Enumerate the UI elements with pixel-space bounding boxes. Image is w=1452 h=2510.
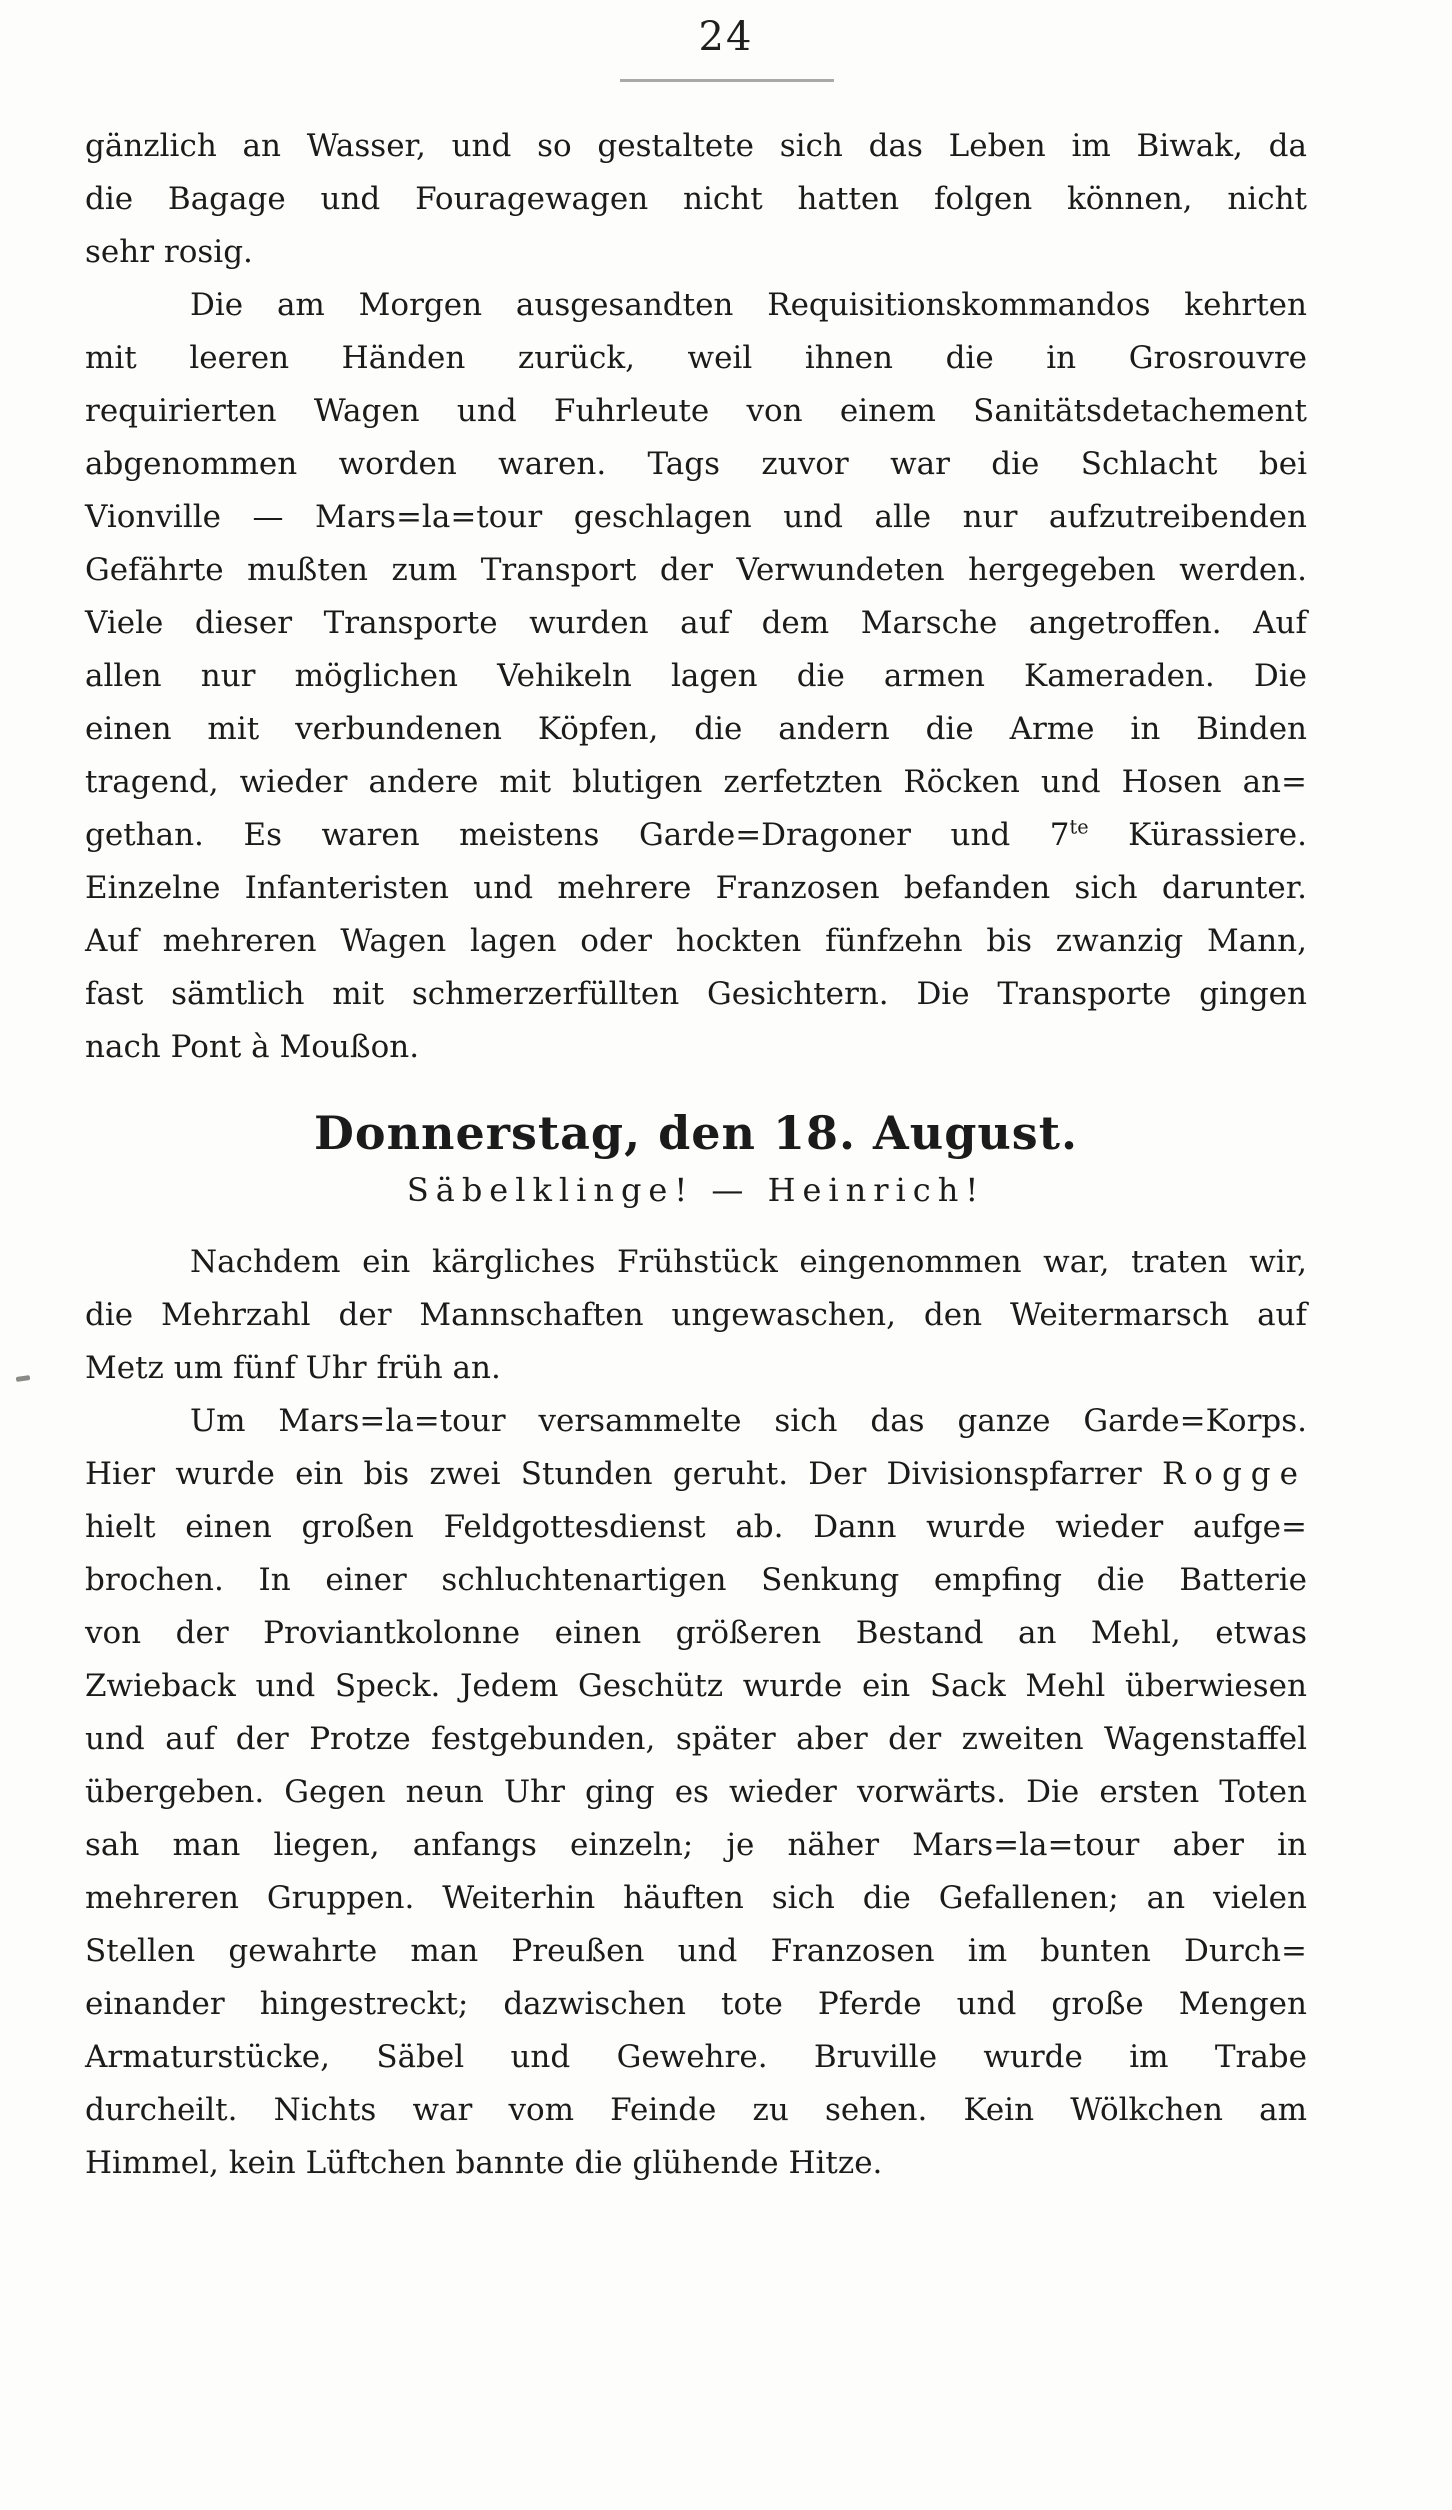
text-line: Hier wurde ein bis zwei Stunden geruht. Der Divisionspfarrer Rogge: [85, 1456, 1307, 1492]
text-line: durcheilt. Nichts war vom Feinde zu sehen. Kein Wölkchen am: [85, 2092, 1307, 2128]
text-line: gänzlich an Wasser, und so gestaltete sich das Leben im Biwak, da: [85, 128, 1307, 164]
text-line: brochen. In einer schluchtenartigen Senkung empfing die Batterie: [85, 1562, 1307, 1598]
text-line: sehr rosig.: [85, 234, 253, 270]
text-line: requirierten Wagen und Fuhrleute von einem Sanitätsdetachement: [85, 393, 1307, 429]
page-number: 24: [698, 14, 754, 60]
text-block-top: [85, 120, 1307, 1074]
section-subheading: Säbelklinge! — Heinrich!: [406, 1171, 986, 1209]
text-line: Himmel, kein Lüftchen bannte die glühende Hitze.: [85, 2145, 883, 2181]
text-line: tragend, wieder andere mit blutigen zerfetzten Röcken und Hosen an=: [85, 764, 1307, 800]
text-line: Einzelne Infanteristen und mehrere Franzosen befanden sich darunter.: [85, 870, 1307, 906]
section-heading: Donnerstag, den 18. August.: [314, 1106, 1078, 1160]
text-line: Vionville — Mars=la=tour geschlagen und alle nur aufzutreibenden: [85, 499, 1307, 535]
margin-artifact-mark: [16, 1375, 31, 1382]
letterspaced-name: Rogge: [1161, 1456, 1307, 1492]
text-line: fast sämtlich mit schmerzerfüllten Gesichtern. Die Transporte gingen: [85, 976, 1307, 1012]
header-rule: [620, 79, 834, 82]
text-line: und auf der Protze festgebunden, später aber der zweiten Wagenstaffel: [85, 1721, 1307, 1757]
text-line: einen mit verbundenen Köpfen, die andern die Arme in Binden: [85, 711, 1307, 747]
text-line: sah man liegen, anfangs einzeln; je näher Mars=la=tour aber in: [85, 1827, 1307, 1863]
text-line: Armaturstücke, Säbel und Gewehre. Bruville wurde im Trabe: [85, 2039, 1307, 2075]
text-line: Stellen gewahrte man Preußen und Franzosen im bunten Durch=: [85, 1933, 1307, 1969]
text-line: Metz um fünf Uhr früh an.: [85, 1350, 501, 1386]
text-line: hielt einen großen Feldgottesdienst ab. Dann wurde wieder aufge=: [85, 1509, 1307, 1545]
text-line: Nachdem ein kärgliches Frühstück eingenommen war, traten wir,: [190, 1244, 1307, 1280]
page-body: [85, 120, 1307, 2190]
text-line: Zwieback und Speck. Jedem Geschütz wurde ein Sack Mehl überwiesen: [85, 1668, 1307, 1704]
text-line: Gefährte mußten zum Transport der Verwundeten hergegeben werden.: [85, 552, 1307, 588]
text-line: Viele dieser Transporte wurden auf dem Marsche angetroffen. Auf: [85, 605, 1307, 641]
text-line: die Mehrzahl der Mannschaften ungewaschen, den Weitermarsch auf: [85, 1297, 1307, 1333]
text-line: Die am Morgen ausgesandten Requisitionskommandos kehrten: [190, 287, 1307, 323]
text-line: einander hingestreckt; dazwischen tote Pferde und große Mengen: [85, 1986, 1307, 2022]
text-line: die Bagage und Fouragewagen nicht hatten folgen können, nicht: [85, 181, 1307, 217]
text-block-bottom: [85, 1236, 1307, 2190]
text-line: übergeben. Gegen neun Uhr ging es wieder vorwärts. Die ersten Toten: [85, 1774, 1307, 1810]
text-line: Um Mars=la=tour versammelte sich das ganze Garde=Korps.: [190, 1403, 1307, 1439]
text-line: mehreren Gruppen. Weiterhin häuften sich die Gefallenen; an vielen: [85, 1880, 1307, 1916]
text-line: abgenommen worden waren. Tags zuvor war die Schlacht bei: [85, 446, 1307, 482]
text-line: von der Proviantkolonne einen größeren Bestand an Mehl, etwas: [85, 1615, 1307, 1651]
text-line: gethan. Es waren meistens Garde=Dragoner und $7^{te}$ Kürassiere.: [85, 815, 1307, 853]
text-line: mit leeren Händen zurück, weil ihnen die in Grosrouvre: [85, 340, 1307, 376]
text-line: allen nur möglichen Vehikeln lagen die armen Kameraden. Die: [85, 658, 1307, 694]
text-line: nach Pont à Moußon.: [85, 1029, 420, 1065]
text-line: Auf mehreren Wagen lagen oder hockten fünfzehn bis zwanzig Mann,: [85, 923, 1307, 959]
